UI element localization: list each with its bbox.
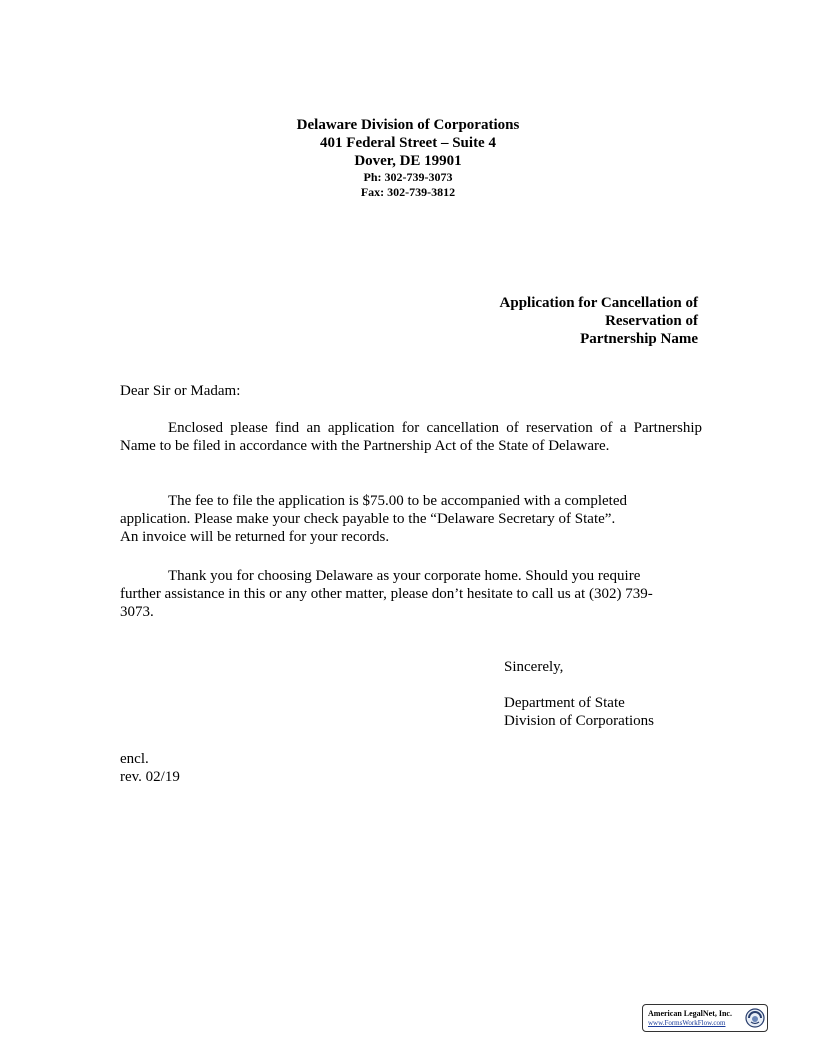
signature-dept: Department of State (504, 695, 625, 711)
footer-notes (120, 750, 180, 786)
subject-line-2: Reservation of (605, 313, 698, 329)
enclosure-note: encl. (120, 751, 149, 767)
paragraph-2-line-3: An invoice will be returned for your records. (120, 529, 390, 545)
salutation: Dear Sir or Madam: (120, 383, 241, 399)
paragraph-2-line-2: application. Please make your check payable to the “Delaware Secretary of State”. (120, 511, 616, 527)
subject-line-1: Application for Cancellation of (499, 295, 698, 311)
paragraph-3-line-2: further assistance in this or any other matter, please don’t hesitate to call us at (302) 739- (120, 586, 653, 602)
letterhead-city: Dover, DE 19901 (354, 153, 462, 169)
letterhead (208, 116, 608, 200)
letterhead-fax: Fax: 302-739-3812 (360, 185, 456, 199)
paragraph-1 (120, 419, 702, 455)
letterhead-org: Delaware Division of Corporations (296, 117, 520, 133)
valediction: Sincerely, (504, 659, 564, 675)
paragraph-2 (120, 492, 702, 546)
legalnet-badge[interactable] (642, 1004, 768, 1032)
subject-line-3: Partnership Name (580, 331, 698, 347)
subject-block (378, 294, 698, 348)
signature-division: Division of Corporations (504, 713, 654, 729)
revision-note: rev. 02/19 (120, 769, 180, 785)
letterhead-street: 401 Federal Street – Suite 4 (320, 135, 496, 151)
letterhead-phone: Ph: 302-739-3073 (363, 170, 453, 184)
paragraph-3-line-1: Thank you for choosing Delaware as your corporate home. Should you require (168, 568, 641, 584)
paragraph-2-line-1: The fee to file the application is $75.00 to be accompanied with a completed (168, 493, 628, 509)
globe-icon (745, 1008, 765, 1028)
paragraph-3-line-3: 3073. (120, 604, 154, 620)
badge-company-name: American LegalNet, Inc. (648, 1009, 732, 1018)
paragraph-1-text: Enclosed please find an application for cancellation of reservation of a Partnership Name to be filed in accordance with the Partnership Act of the State of Delaware. (120, 420, 702, 454)
paragraph-3 (120, 567, 702, 621)
badge-url-link[interactable]: www.FormsWorkFlow.com (648, 1019, 726, 1027)
closing-block (504, 658, 654, 730)
paragraph-2-line (120, 492, 702, 510)
paragraph-3-line (120, 567, 702, 585)
